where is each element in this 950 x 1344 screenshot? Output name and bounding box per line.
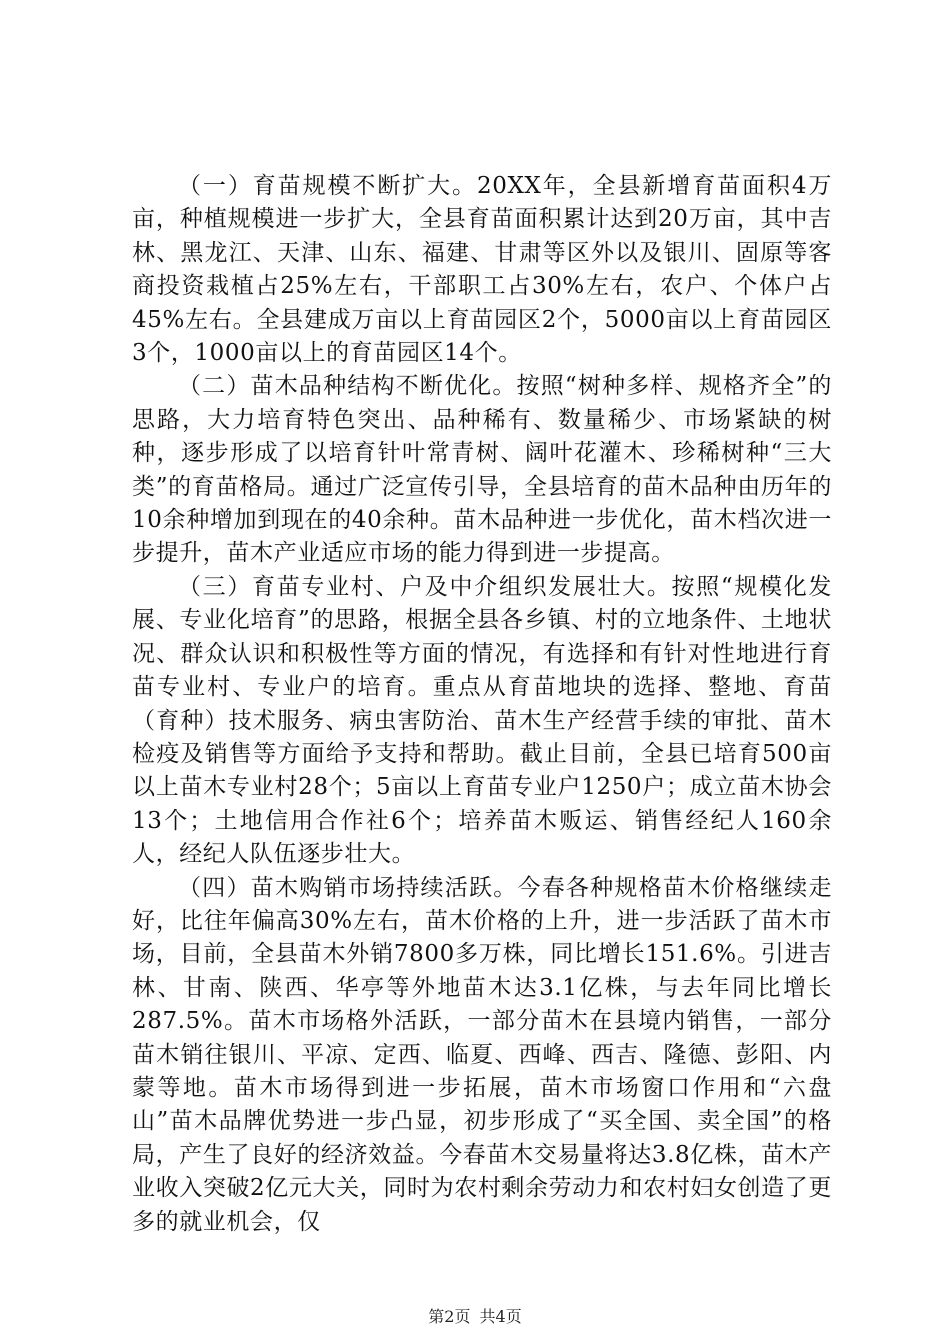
paragraph-1: （一）育苗规模不断扩大。20XX年，全县新增育苗面积4万亩，种植规模进一步扩大，全县育苗面积累计达到20万亩，其中吉林、黑龙江、天津、山东、福建、甘肃等区外以及银川、固原等客商投资栽植占25%左右，干部职工占30%左右，农户、个体户占45%左右。全县建成万亩以上育苗园区2个，5000亩以上育苗园区3个，1000亩以上的育苗园区14个。 [132,173,832,367]
paragraph-3: （三）育苗专业村、户及中介组织发展壮大。按照“规模化发展、专业化培育”的思路，根据全县各乡镇、村的立地条件、土地状况、群众认识和积极性等方面的情况，有选择和有针对性地进行育苗专业村、专业户的培育。重点从育苗地块的选择、整地、育苗（育种）技术服务、病虫害防治、苗木生产经营手续的审批、苗木检疫及销售等方面给予支持和帮助。截止目前，全县已培育500亩以上苗木专业村28个；5亩以上育苗专业户1250户；成立苗木协会13个；土地信用合作社6个；培养苗木贩运、销售经纪人160余人，经纪人队伍逐步壮大。 [132,573,832,868]
paragraph-2: （二）苗木品种结构不断优化。按照“树种多样、规格齐全”的思路，大力培育特色突出、品种稀有、数量稀少、市场紧缺的树种，逐步形成了以培育针叶常青树、阔叶花灌木、珍稀树种“三大类”的育苗格局。通过广泛宣传引导，全县培育的苗木品种由历年的10余种增加到现在的40余种。苗木品种进一步优化，苗木档次进一步提升，苗木产业适应市场的能力得到进一步提高。 [132,373,832,567]
page-number: 第2页 [428,1307,471,1326]
page-total: 共4页 [479,1307,522,1326]
page-footer [0,1304,950,1327]
document-body [132,170,832,1239]
paragraph-4: （四）苗木购销市场持续活跃。今春各种规格苗木价格继续走好，比往年偏高30%左右，苗木价格的上升，进一步活跃了苗木市场，目前，全县苗木外销7800多万株，同比增长151.6%。引进吉林、甘南、陕西、华亭等外地苗木达3.1亿株，与去年同比增长287.5%。苗木市场格外活跃，一部分苗木在县境内销售，一部分苗木销往银川、平凉、定西、临夏、西峰、西吉、隆德、彭阳、内蒙等地。苗木市场得到进一步拓展，苗木市场窗口作用和“六盘山”苗木品牌优势进一步凸显，初步形成了“买全国、卖全国”的格局，产生了良好的经济效益。今春苗木交易量将达3.8亿株，苗木产业收入突破2亿元大关，同时为农村剩余劳动力和农村妇女创造了更多的就业机会，仅 [132,874,832,1235]
